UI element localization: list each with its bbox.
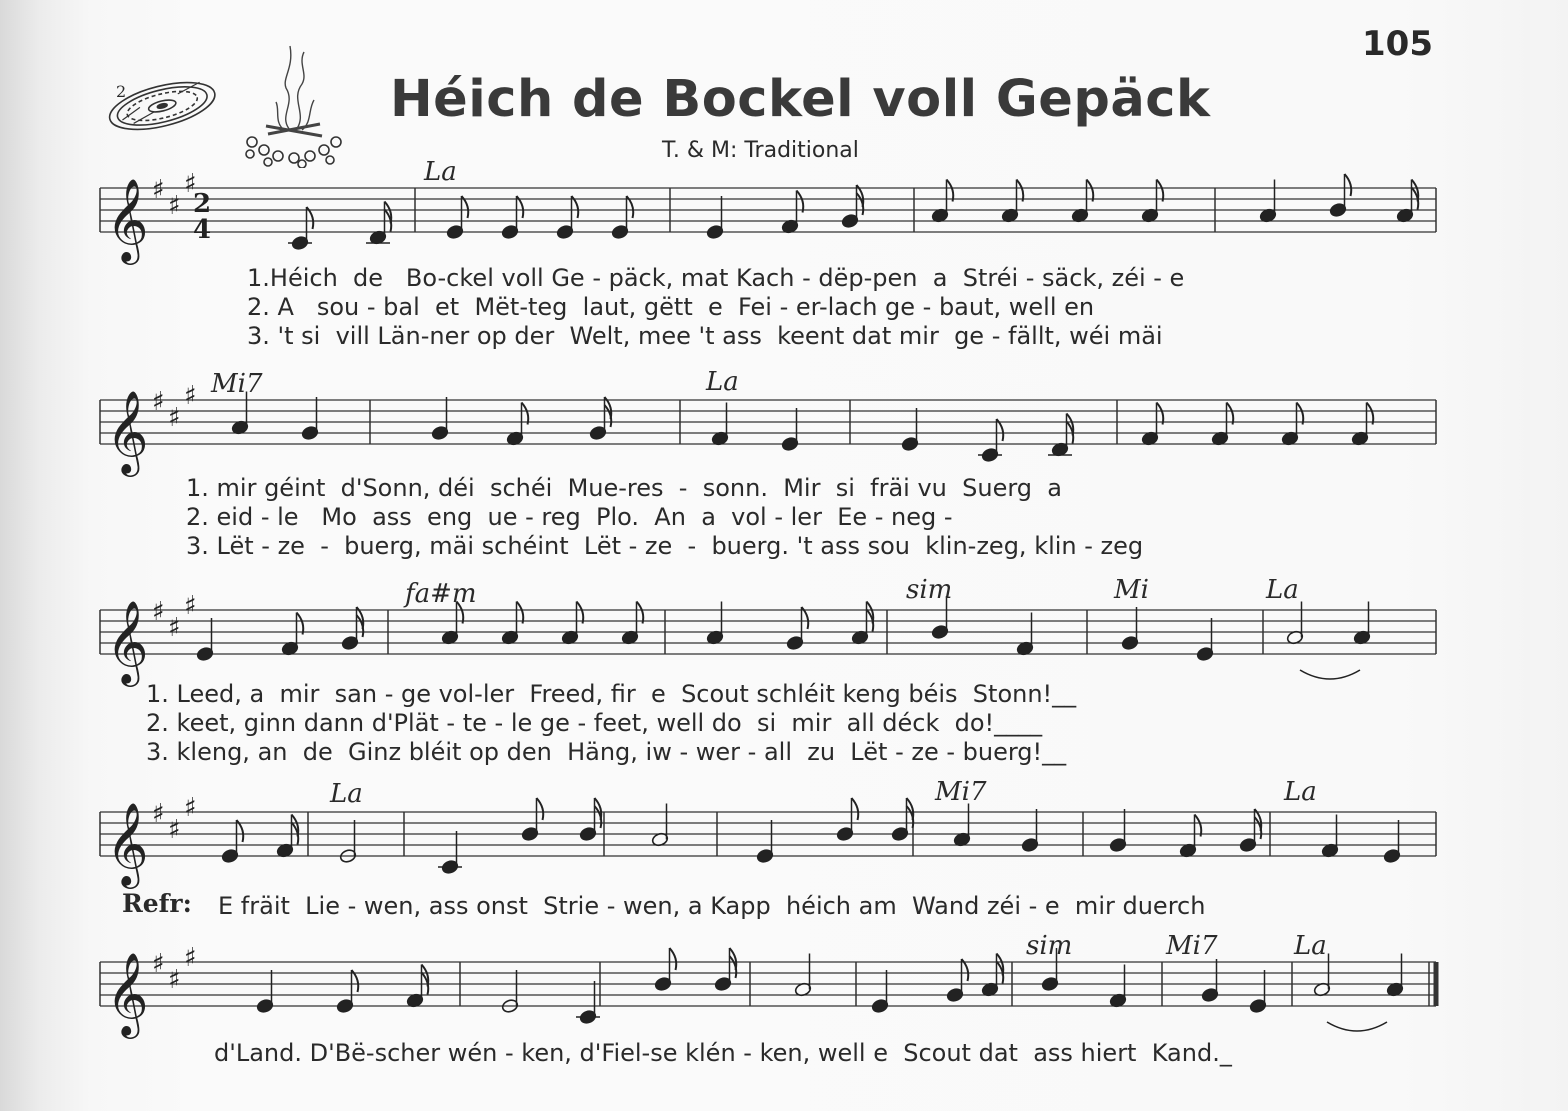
note bbox=[1141, 180, 1163, 224]
note-flag bbox=[517, 602, 524, 624]
tie bbox=[1327, 1022, 1387, 1031]
note bbox=[611, 196, 633, 240]
chord-symbol: La bbox=[706, 367, 739, 397]
note bbox=[981, 954, 1003, 998]
lyric-line-refrain-1: E fräit Lie - wen, ass onst Strie - wen, a Kapp héich am Wand zéi - e mir duerch bbox=[218, 892, 1206, 920]
tie bbox=[1300, 670, 1360, 679]
note-flag bbox=[1345, 174, 1352, 196]
note bbox=[851, 602, 873, 646]
note bbox=[714, 948, 736, 992]
note bbox=[431, 397, 449, 441]
note bbox=[794, 954, 812, 998]
staff-system bbox=[100, 943, 1436, 1039]
chord-symbol: Mi7 bbox=[1166, 931, 1218, 961]
note bbox=[1109, 809, 1127, 853]
note bbox=[1329, 174, 1351, 218]
note bbox=[711, 403, 729, 447]
note bbox=[931, 180, 953, 224]
staff-system bbox=[100, 591, 1436, 687]
note-flag bbox=[1195, 815, 1202, 837]
note bbox=[579, 798, 601, 842]
note bbox=[501, 602, 523, 646]
chord-symbol: La bbox=[1294, 931, 1327, 961]
chord-symbol: sim bbox=[906, 575, 953, 605]
note bbox=[281, 613, 303, 657]
note bbox=[561, 602, 583, 646]
note bbox=[256, 970, 274, 1014]
lyric-line-verse1-system3: 1. Leed, a mir san - ge vol-ler Freed, fir e Scout schléit keng béis Stonn!__ bbox=[146, 680, 1077, 708]
note bbox=[891, 798, 913, 842]
note bbox=[651, 804, 669, 848]
note bbox=[1179, 815, 1201, 859]
note bbox=[556, 196, 578, 240]
note bbox=[1281, 403, 1303, 447]
sharp-sign: ♯ bbox=[152, 175, 165, 205]
note bbox=[1021, 809, 1039, 853]
note bbox=[406, 965, 428, 1009]
note bbox=[1071, 180, 1093, 224]
note-flag bbox=[947, 180, 954, 202]
note bbox=[1121, 607, 1139, 651]
note bbox=[221, 820, 243, 864]
lyric-line-verse2-system2: 2. eid - le Mo ass eng ue - reg Plo. An a vol - ler Ee - neg - bbox=[186, 503, 953, 531]
sharp-sign: ♯ bbox=[152, 387, 165, 417]
lyric-line-verse3-system2: 3. Lët - ze - buerg, mäi schéint Lët - ze - buerg. 't ass sou klin-zeg, klin - zeg bbox=[186, 532, 1144, 560]
note bbox=[1141, 403, 1163, 447]
chord-symbol: Mi7 bbox=[935, 777, 987, 807]
time-signature-bottom: 4 bbox=[193, 215, 212, 245]
chord-symbol: fa#m bbox=[405, 579, 477, 609]
song-credits: T. & M: Traditional bbox=[662, 138, 859, 163]
note-flag bbox=[1157, 403, 1164, 425]
sharp-sign: ♯ bbox=[168, 613, 181, 643]
lyric-line-verse1-system2: 1. mir géint d'Sonn, déi schéi Mue-res - sonn. Mir si fräi vu Suerg a bbox=[186, 474, 1062, 502]
note-flag bbox=[637, 602, 644, 624]
lyric-line-verse1-system1: 1.Héich de Bo-ckel voll Ge - päck, mat Kach - dëp-pen a Stréi - säck, zéi - e bbox=[247, 264, 1185, 292]
chord-symbol: La bbox=[1266, 575, 1299, 605]
note bbox=[1259, 180, 1277, 224]
lyric-line-verse3-system3: 3. kleng, an de Ginz bléit op den Häng, iw - wer - all zu Lët - ze - buerg!__ bbox=[146, 738, 1067, 766]
treble-clef: 𝄞 bbox=[106, 599, 149, 683]
page-number: 105 bbox=[1362, 24, 1433, 64]
note bbox=[1396, 180, 1418, 224]
note-flag bbox=[577, 602, 584, 624]
note-flag bbox=[297, 613, 304, 635]
note-flag bbox=[1227, 403, 1234, 425]
sharp-sign: ♯ bbox=[184, 793, 197, 823]
note bbox=[521, 798, 543, 842]
note bbox=[1001, 180, 1023, 224]
track-number: 2 bbox=[116, 82, 127, 101]
note bbox=[196, 618, 214, 662]
note bbox=[1196, 618, 1214, 662]
note bbox=[978, 419, 1003, 463]
note bbox=[781, 408, 799, 452]
treble-clef: 𝄞 bbox=[106, 951, 149, 1035]
note bbox=[841, 185, 863, 229]
note bbox=[1321, 815, 1339, 859]
sharp-sign: ♯ bbox=[168, 965, 181, 995]
refrain-label: Refr: bbox=[122, 889, 192, 918]
note bbox=[1286, 602, 1304, 646]
sharp-sign: ♯ bbox=[168, 191, 181, 221]
note bbox=[501, 970, 519, 1014]
chord-symbol: Mi bbox=[1114, 575, 1149, 605]
staff-system bbox=[100, 169, 1436, 265]
note bbox=[1351, 403, 1373, 447]
note bbox=[341, 607, 363, 651]
note bbox=[1386, 954, 1404, 998]
note-flag bbox=[797, 191, 804, 213]
note bbox=[901, 408, 919, 452]
note bbox=[339, 820, 357, 864]
note bbox=[781, 191, 803, 235]
note bbox=[1016, 613, 1034, 657]
note bbox=[1109, 965, 1127, 1009]
note bbox=[1239, 809, 1261, 853]
note bbox=[1249, 970, 1267, 1014]
sharp-sign: ♯ bbox=[168, 815, 181, 845]
note bbox=[1383, 820, 1401, 864]
note bbox=[589, 397, 611, 441]
note bbox=[576, 981, 600, 1025]
sharp-sign: ♯ bbox=[184, 591, 197, 621]
note-flag bbox=[852, 798, 859, 820]
treble-clef: 𝄞 bbox=[106, 389, 149, 473]
sharp-sign: ♯ bbox=[152, 799, 165, 829]
sharp-sign: ♯ bbox=[152, 949, 165, 979]
note bbox=[1048, 414, 1073, 458]
note bbox=[946, 959, 968, 1003]
note bbox=[301, 397, 319, 441]
note bbox=[438, 831, 462, 875]
sharp-sign: ♯ bbox=[184, 381, 197, 411]
note bbox=[506, 403, 528, 447]
time-signature-top: 2 bbox=[193, 189, 212, 219]
note bbox=[336, 970, 358, 1014]
note-flag bbox=[1017, 180, 1024, 202]
chord-symbol: sim bbox=[1026, 931, 1073, 961]
note-flag bbox=[1367, 403, 1374, 425]
note bbox=[1201, 959, 1219, 1003]
sharp-sign: ♯ bbox=[168, 403, 181, 433]
note-flag bbox=[522, 403, 529, 425]
sharp-sign: ♯ bbox=[184, 169, 197, 199]
note bbox=[501, 196, 523, 240]
note bbox=[621, 602, 643, 646]
chord-symbol: La bbox=[330, 779, 363, 809]
lyric-line-verse2-system1: 2. A sou - bal et Mët-teg laut, gëtt e Fei - er-lach ge - baut, well en bbox=[247, 293, 1095, 321]
note bbox=[1353, 602, 1371, 646]
note bbox=[786, 607, 808, 651]
chord-symbol: La bbox=[424, 157, 457, 187]
note-flag bbox=[1297, 403, 1304, 425]
note bbox=[288, 207, 313, 251]
staff-system bbox=[100, 793, 1436, 889]
note-flag bbox=[537, 798, 544, 820]
note bbox=[706, 196, 724, 240]
treble-clef: 𝄞 bbox=[106, 177, 149, 261]
lyric-line-refrain-2: d'Land. D'Bë-scher wén - ken, d'Fiel-se klén - ken, well e Scout dat ass hiert Kand._ bbox=[214, 1039, 1232, 1067]
sharp-sign: ♯ bbox=[152, 597, 165, 627]
note-flag bbox=[1157, 180, 1164, 202]
lyric-line-verse3-system1: 3. 't si vill Län-ner op der Welt, mee 't ass keent dat mir ge - fällt, wéi mäi bbox=[247, 322, 1163, 350]
note bbox=[706, 602, 724, 646]
note-flag bbox=[1087, 180, 1094, 202]
chord-symbol: Mi7 bbox=[211, 369, 263, 399]
note-flag bbox=[670, 948, 677, 970]
note bbox=[366, 202, 391, 246]
note bbox=[871, 970, 889, 1014]
note bbox=[446, 196, 468, 240]
note bbox=[756, 820, 774, 864]
note bbox=[276, 815, 298, 859]
staff-system bbox=[100, 381, 1436, 477]
treble-clef: 𝄞 bbox=[106, 801, 149, 885]
lyric-line-verse2-system3: 2. keet, ginn dann d'Plät - te - le ge - feet, well do si mir all déck do!____ bbox=[146, 709, 1043, 737]
note bbox=[654, 948, 676, 992]
sharp-sign: ♯ bbox=[184, 943, 197, 973]
note bbox=[1211, 403, 1233, 447]
note bbox=[953, 804, 971, 848]
chord-symbol: La bbox=[1284, 777, 1317, 807]
note bbox=[836, 798, 858, 842]
song-title: Héich de Bockel voll Gepäck bbox=[390, 70, 1211, 129]
